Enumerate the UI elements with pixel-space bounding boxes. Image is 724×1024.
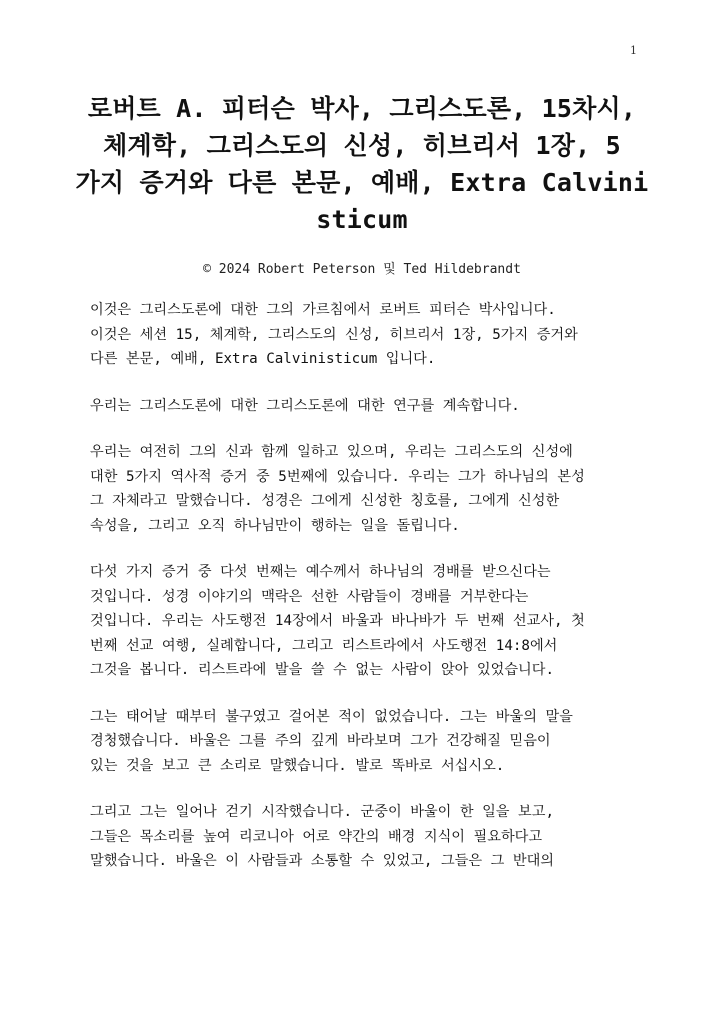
paragraph bbox=[90, 298, 650, 372]
text-line: 대한 5가지 역사적 증거 중 5번째에 있습니다. 우리는 그가 하나님의 본성 bbox=[90, 468, 585, 485]
paragraph bbox=[90, 394, 650, 419]
text-line: 말했습니다. 바울은 이 사람들과 소통할 수 있었고, 그들은 그 반대의 bbox=[90, 853, 554, 869]
copyright-notice: © 2024 Robert Peterson 및 Ted Hildebrandt bbox=[203, 262, 521, 277]
text-line: 것입니다. 우리는 사도행전 14장에서 바울과 바나바가 두 번째 선교사, 첫 bbox=[90, 613, 585, 629]
text-line: 그것을 봅니다. 리스트라에 발을 쓸 수 없는 사람이 앉아 있었습니다. bbox=[90, 662, 554, 678]
paragraph bbox=[90, 560, 650, 683]
text-line: 이것은 그리스도론에 대한 그의 가르침에서 로버트 피터슨 박사입니다. bbox=[90, 302, 556, 318]
text-line: 것입니다. 성경 이야기의 맥락은 선한 사람들이 경배를 거부한다는 bbox=[90, 588, 529, 605]
document-body bbox=[90, 298, 650, 896]
text-line: 속성을, 그리고 오직 하나님만이 행하는 일을 돌립니다. bbox=[90, 517, 460, 534]
text-line: 그는 태어날 때부터 불구였고 걸어본 적이 없었습니다. 그는 바울의 말을 bbox=[90, 708, 573, 725]
paragraph bbox=[90, 800, 650, 874]
title-line: sticum bbox=[316, 205, 408, 234]
text-line: 그리고 그는 일어나 걷기 시작했습니다. 군중이 바울이 한 일을 보고, bbox=[90, 804, 554, 820]
title-line: 로버트 A. 피터슨 박사, 그리스도론, 15차시, bbox=[87, 94, 637, 123]
page-number: 1 bbox=[630, 44, 637, 57]
text-line: 다른 본문, 예배, Extra Calvinisticum 입니다. bbox=[90, 351, 436, 367]
text-line: 이것은 세션 15, 체계학, 그리스도의 신성, 히브리서 1장, 5가지 증거와 bbox=[90, 326, 578, 343]
text-line: 번째 선교 여행, 실례합니다, 그리고 리스트라에서 사도행전 14:8에서 bbox=[90, 637, 558, 654]
title-line: 가지 증거와 다른 본문, 예배, Extra Calvini bbox=[75, 168, 649, 197]
document-title bbox=[60, 90, 664, 238]
text-line: 그들은 목소리를 높여 리코니아 어로 약간의 배경 지식이 필요하다고 bbox=[90, 828, 543, 845]
text-line: 그 자체라고 말했습니다. 성경은 그에게 신성한 칭호를, 그에게 신성한 bbox=[90, 493, 560, 509]
paragraph bbox=[90, 440, 650, 538]
text-line: 다섯 가지 증거 중 다섯 번째는 예수께서 하나님의 경배를 받으신다는 bbox=[90, 564, 551, 580]
paragraph bbox=[90, 705, 650, 779]
text-line: 우리는 그리스도론에 대한 그리스도론에 대한 연구를 계속합니다. bbox=[90, 397, 520, 414]
text-line: 있는 것을 보고 큰 소리로 말했습니다. 발로 똑바로 서십시오. bbox=[90, 757, 505, 774]
text-line: 우리는 여전히 그의 신과 함께 일하고 있으며, 우리는 그리스도의 신성에 bbox=[90, 444, 573, 460]
title-line: 체계학, 그리스도의 신성, 히브리서 1장, 5 bbox=[103, 131, 621, 160]
text-line: 경청했습니다. 바울은 그를 주의 깊게 바라보며 그가 건강해질 믿음이 bbox=[90, 733, 551, 749]
